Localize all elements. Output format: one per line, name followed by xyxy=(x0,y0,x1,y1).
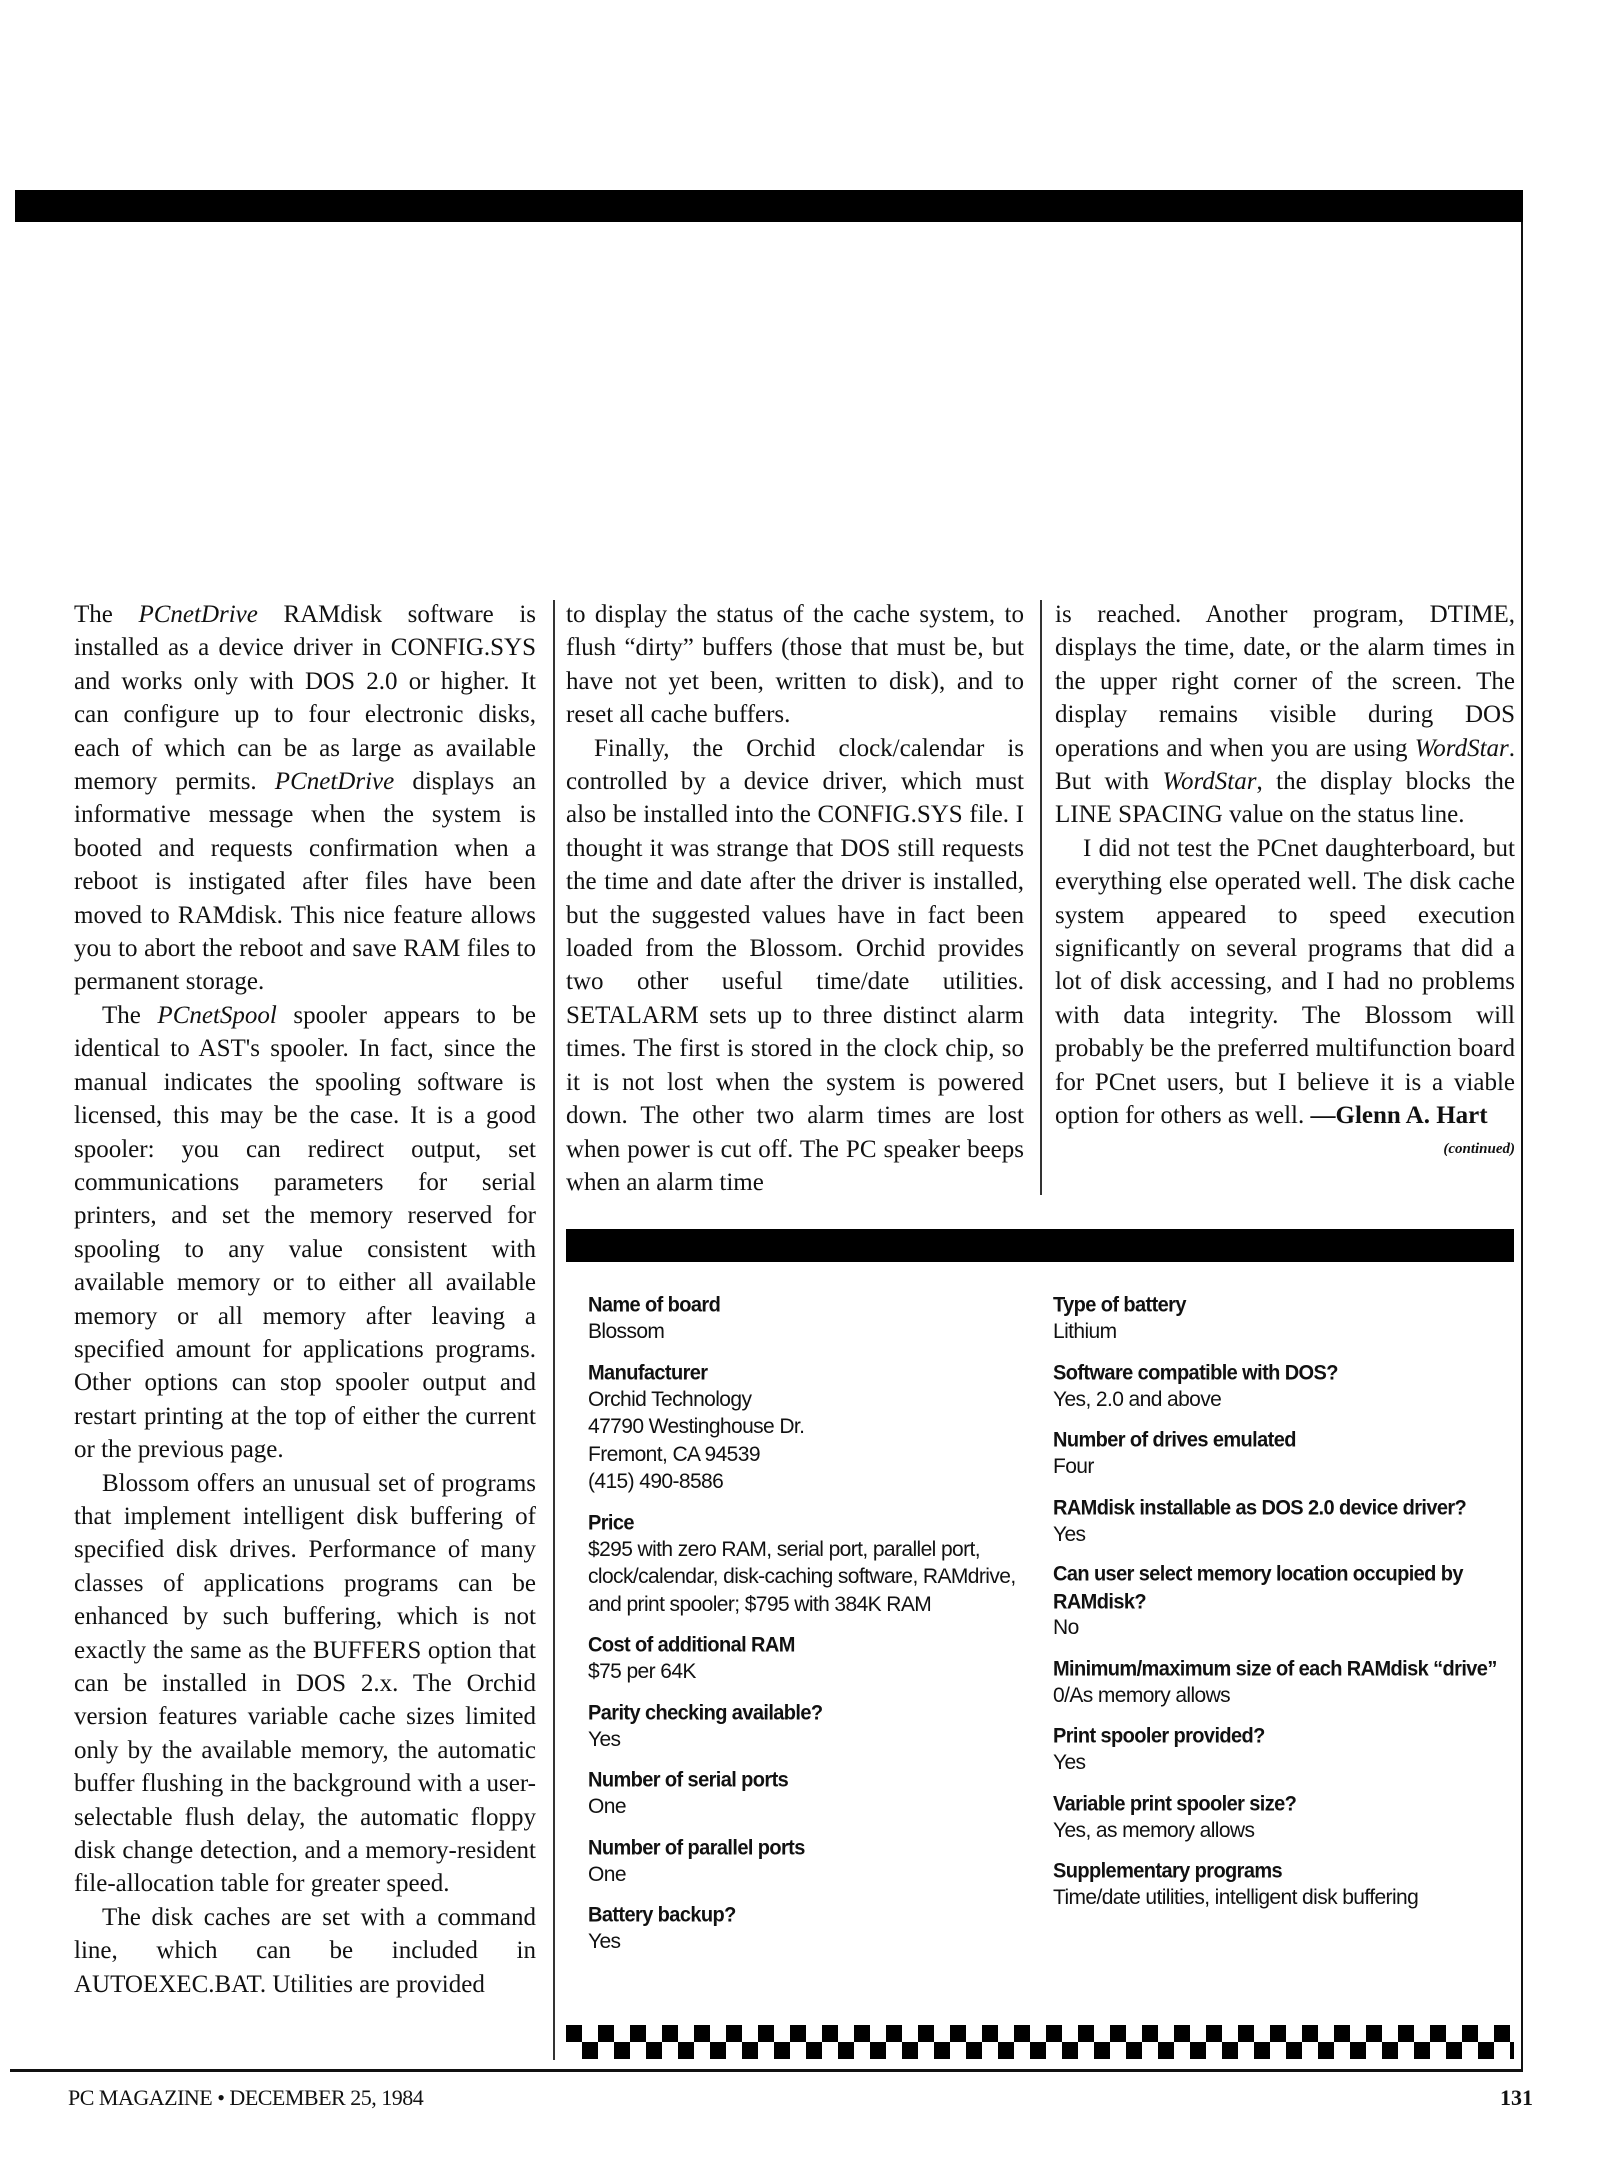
spec-label: Number of drives emulated xyxy=(1053,1428,1296,1452)
spec-value: One xyxy=(588,1862,626,1886)
paragraph: The disk caches are set with a command line, which can be included in AUTOEXEC.BAT. Utilities are provided xyxy=(74,1903,536,1998)
text: The xyxy=(74,601,139,628)
spec-value: 47790 Westinghouse Dr. xyxy=(588,1415,805,1438)
spec-value: Yes, 2.0 and above xyxy=(1053,1387,1222,1411)
spec-entry xyxy=(588,1835,1018,1889)
article-column-2 xyxy=(566,598,1024,1199)
product-name: PCnetDrive xyxy=(274,768,395,796)
text: I did not test the PCnet daughterboard, but everything else operated well. The disk cache system appeared to speed execution significantly on several programs that did a lot of disk accessing, and I had no problems with data integrity. The Blossom will probably be the preferred multifunction board for PCnet users, but I believe it is a viable option for others as well. xyxy=(1055,834,1515,1130)
spec-entry xyxy=(588,1700,1018,1754)
spec-value: $295 with zero RAM, serial port, parallel port, clock/calendar, disk-caching software, RAMdrive, and print spooler; $795 with 384K RAM xyxy=(588,1537,1016,1616)
continued-note: (continued) xyxy=(1443,1140,1515,1157)
spec-entry xyxy=(1053,1858,1503,1912)
spec-entry xyxy=(1053,1723,1503,1777)
spec-label: Supplementary programs xyxy=(1053,1859,1283,1883)
publication-footer: PC MAGAZINE • DECEMBER 25, 1984 xyxy=(68,2085,424,2110)
spec-label: Manufacturer xyxy=(588,1360,708,1385)
footer-rule xyxy=(10,2069,1522,2072)
spec-value: No xyxy=(1053,1616,1079,1639)
paragraph xyxy=(74,999,536,1467)
spec-entry xyxy=(588,1292,1018,1346)
spec-entry xyxy=(588,1767,1018,1821)
spec-label: Minimum/maximum size of each RAMdisk “drive” xyxy=(1053,1656,1497,1681)
spec-entry xyxy=(1053,1791,1503,1845)
spec-label: Price xyxy=(588,1510,634,1535)
spec-label: Can user select memory location occupied by RAMdisk? xyxy=(1053,1562,1463,1614)
spec-label: Cost of additional RAM xyxy=(588,1633,795,1657)
checker-row xyxy=(566,2042,1514,2059)
spec-value: $75 per 64K xyxy=(588,1660,696,1683)
spec-label: Number of parallel ports xyxy=(588,1835,805,1860)
spec-entry xyxy=(1053,1427,1503,1481)
product-name: PCnetSpool xyxy=(157,1001,277,1029)
spec-entry xyxy=(588,1360,1018,1496)
spec-entry xyxy=(1053,1656,1503,1710)
spec-label: RAMdisk installable as DOS 2.0 device driver? xyxy=(1053,1495,1467,1520)
spec-entry xyxy=(1053,1360,1503,1414)
spec-value: Orchid Technology xyxy=(588,1387,752,1411)
article-column-1 xyxy=(74,598,536,2001)
text: spooler appears to be identical to AST's spooler. In fact, since the manual indicates the spooling software is licensed, this may be the case. It is a good spooler: you can redirect output, set communications parameters for serial printers, and set the memory reserved for spooling to any value consistent with available memory or to either all available memory or all memory after leaving a specified amount for applications programs. Other options can stop spooler output and restart printing at the top of either the current or the previous page. xyxy=(74,1001,537,1464)
paragraph xyxy=(74,598,536,999)
spec-value: (415) 490-8586 xyxy=(588,1470,724,1493)
spec-column-left xyxy=(588,1292,1018,1970)
page-number: 131 xyxy=(1500,2085,1533,2110)
spec-entry xyxy=(588,1632,1018,1686)
spec-value: Yes, as memory allows xyxy=(1053,1818,1255,1842)
text: is reached. Another program, DTIME, displays the time, date, or the alarm times in the upper right corner of the screen. The display remains visible during DOS operations and when you are using xyxy=(1055,601,1515,762)
spec-entry xyxy=(588,1510,1018,1619)
spec-value: Blossom xyxy=(588,1320,665,1343)
spec-label: Name of board xyxy=(588,1293,721,1317)
spec-value: Lithium xyxy=(1053,1320,1117,1343)
spec-value: Yes xyxy=(1053,1751,1086,1774)
spec-column-right xyxy=(1053,1292,1503,1926)
paragraph xyxy=(1055,598,1515,832)
spec-value: Fremont, CA 94539 xyxy=(588,1442,760,1466)
checkerboard-border xyxy=(566,2025,1514,2059)
spec-value: Four xyxy=(1053,1455,1094,1478)
spec-box-header-bar xyxy=(566,1229,1514,1262)
text: , the display blocks the LINE SPACING value on the status line. xyxy=(1055,768,1515,829)
spec-label: Software compatible with DOS? xyxy=(1053,1360,1338,1385)
spec-value: Yes xyxy=(588,1727,621,1751)
spec-label: Parity checking available? xyxy=(588,1700,823,1725)
spec-label: Type of battery xyxy=(1053,1293,1186,1317)
product-name: WordStar xyxy=(1414,734,1509,762)
author-byline: —Glenn A. Hart xyxy=(1310,1102,1488,1130)
checker-row xyxy=(566,2025,1514,2042)
spec-value: One xyxy=(588,1795,626,1818)
spec-entry xyxy=(1053,1495,1503,1549)
paragraph: to display the status of the cache system, to flush “dirty” buffers (those that must be, but have not yet been, written to disk), and to reset all cache buffers. xyxy=(566,601,1024,729)
article-column-3 xyxy=(1055,598,1515,1166)
text: . But with xyxy=(1055,734,1515,796)
paragraph: Blossom offers an unusual set of programs that implement intelligent disk buffering of specified disk drives. Performance of many classes of applications programs can be enhanced by such buffering, which is not exactly the same as the BUFFERS option that can be installed in DOS 2.x. The Orchid version features variable cache sizes limited only by the available memory, the automatic buffer flushing in the background with a user-selectable flush delay, the automatic floppy disk change detection, and a memory-resident file-allocation table for greater speed. xyxy=(74,1469,536,1898)
right-border-rule xyxy=(1521,222,1523,2072)
spec-entry xyxy=(588,1902,1018,1956)
text: RAMdisk software is installed as a device driver in CONFIG.SYS and works only with DOS 2.0 or higher. It can configure up to four electronic disks, each of which can be as large as available memory permits. xyxy=(74,601,536,796)
spec-value: Yes xyxy=(1053,1522,1086,1546)
spec-value: Time/date utilities, intelligent disk buffering xyxy=(1053,1886,1419,1909)
column-divider xyxy=(553,600,555,2060)
product-name: PCnetDrive xyxy=(138,601,258,628)
column-divider xyxy=(1040,600,1042,1195)
header-black-bar xyxy=(15,190,1523,222)
spec-value: Yes xyxy=(588,1930,621,1953)
product-name: WordStar xyxy=(1162,768,1257,796)
text: displays an informative message when the system is booted and requests confirmation when a reboot is instigated after files have been moved to RAMdisk. This nice feature allows you to abort the reboot and save RAM files to permanent storage. xyxy=(74,768,536,996)
paragraph: Finally, the Orchid clock/calendar is controlled by a device driver, which must also be installed into the CONFIG.SYS file. I thought it was strange that DOS still requests the time and date after the driver is installed, but the suggested values have in fact been loaded from the Blossom. Orchid provides two other useful time/date utilities. SETALARM sets up to three distinct alarm times. The first is stored in the clock chip, so it is not lost when the system is powered down. The other two alarm times are lost when power is cut off. The PC speaker beeps when an alarm time xyxy=(566,734,1024,1196)
spec-label: Print spooler provided? xyxy=(1053,1724,1265,1748)
paragraph xyxy=(1055,832,1515,1157)
spec-label: Battery backup? xyxy=(588,1903,736,1927)
spec-entry xyxy=(1053,1562,1503,1642)
spec-label: Variable print spooler size? xyxy=(1053,1791,1297,1816)
spec-value: 0/As memory allows xyxy=(1053,1683,1231,1707)
text: The xyxy=(102,1001,158,1029)
spec-entry xyxy=(1053,1292,1503,1346)
spec-label: Number of serial ports xyxy=(588,1768,789,1792)
